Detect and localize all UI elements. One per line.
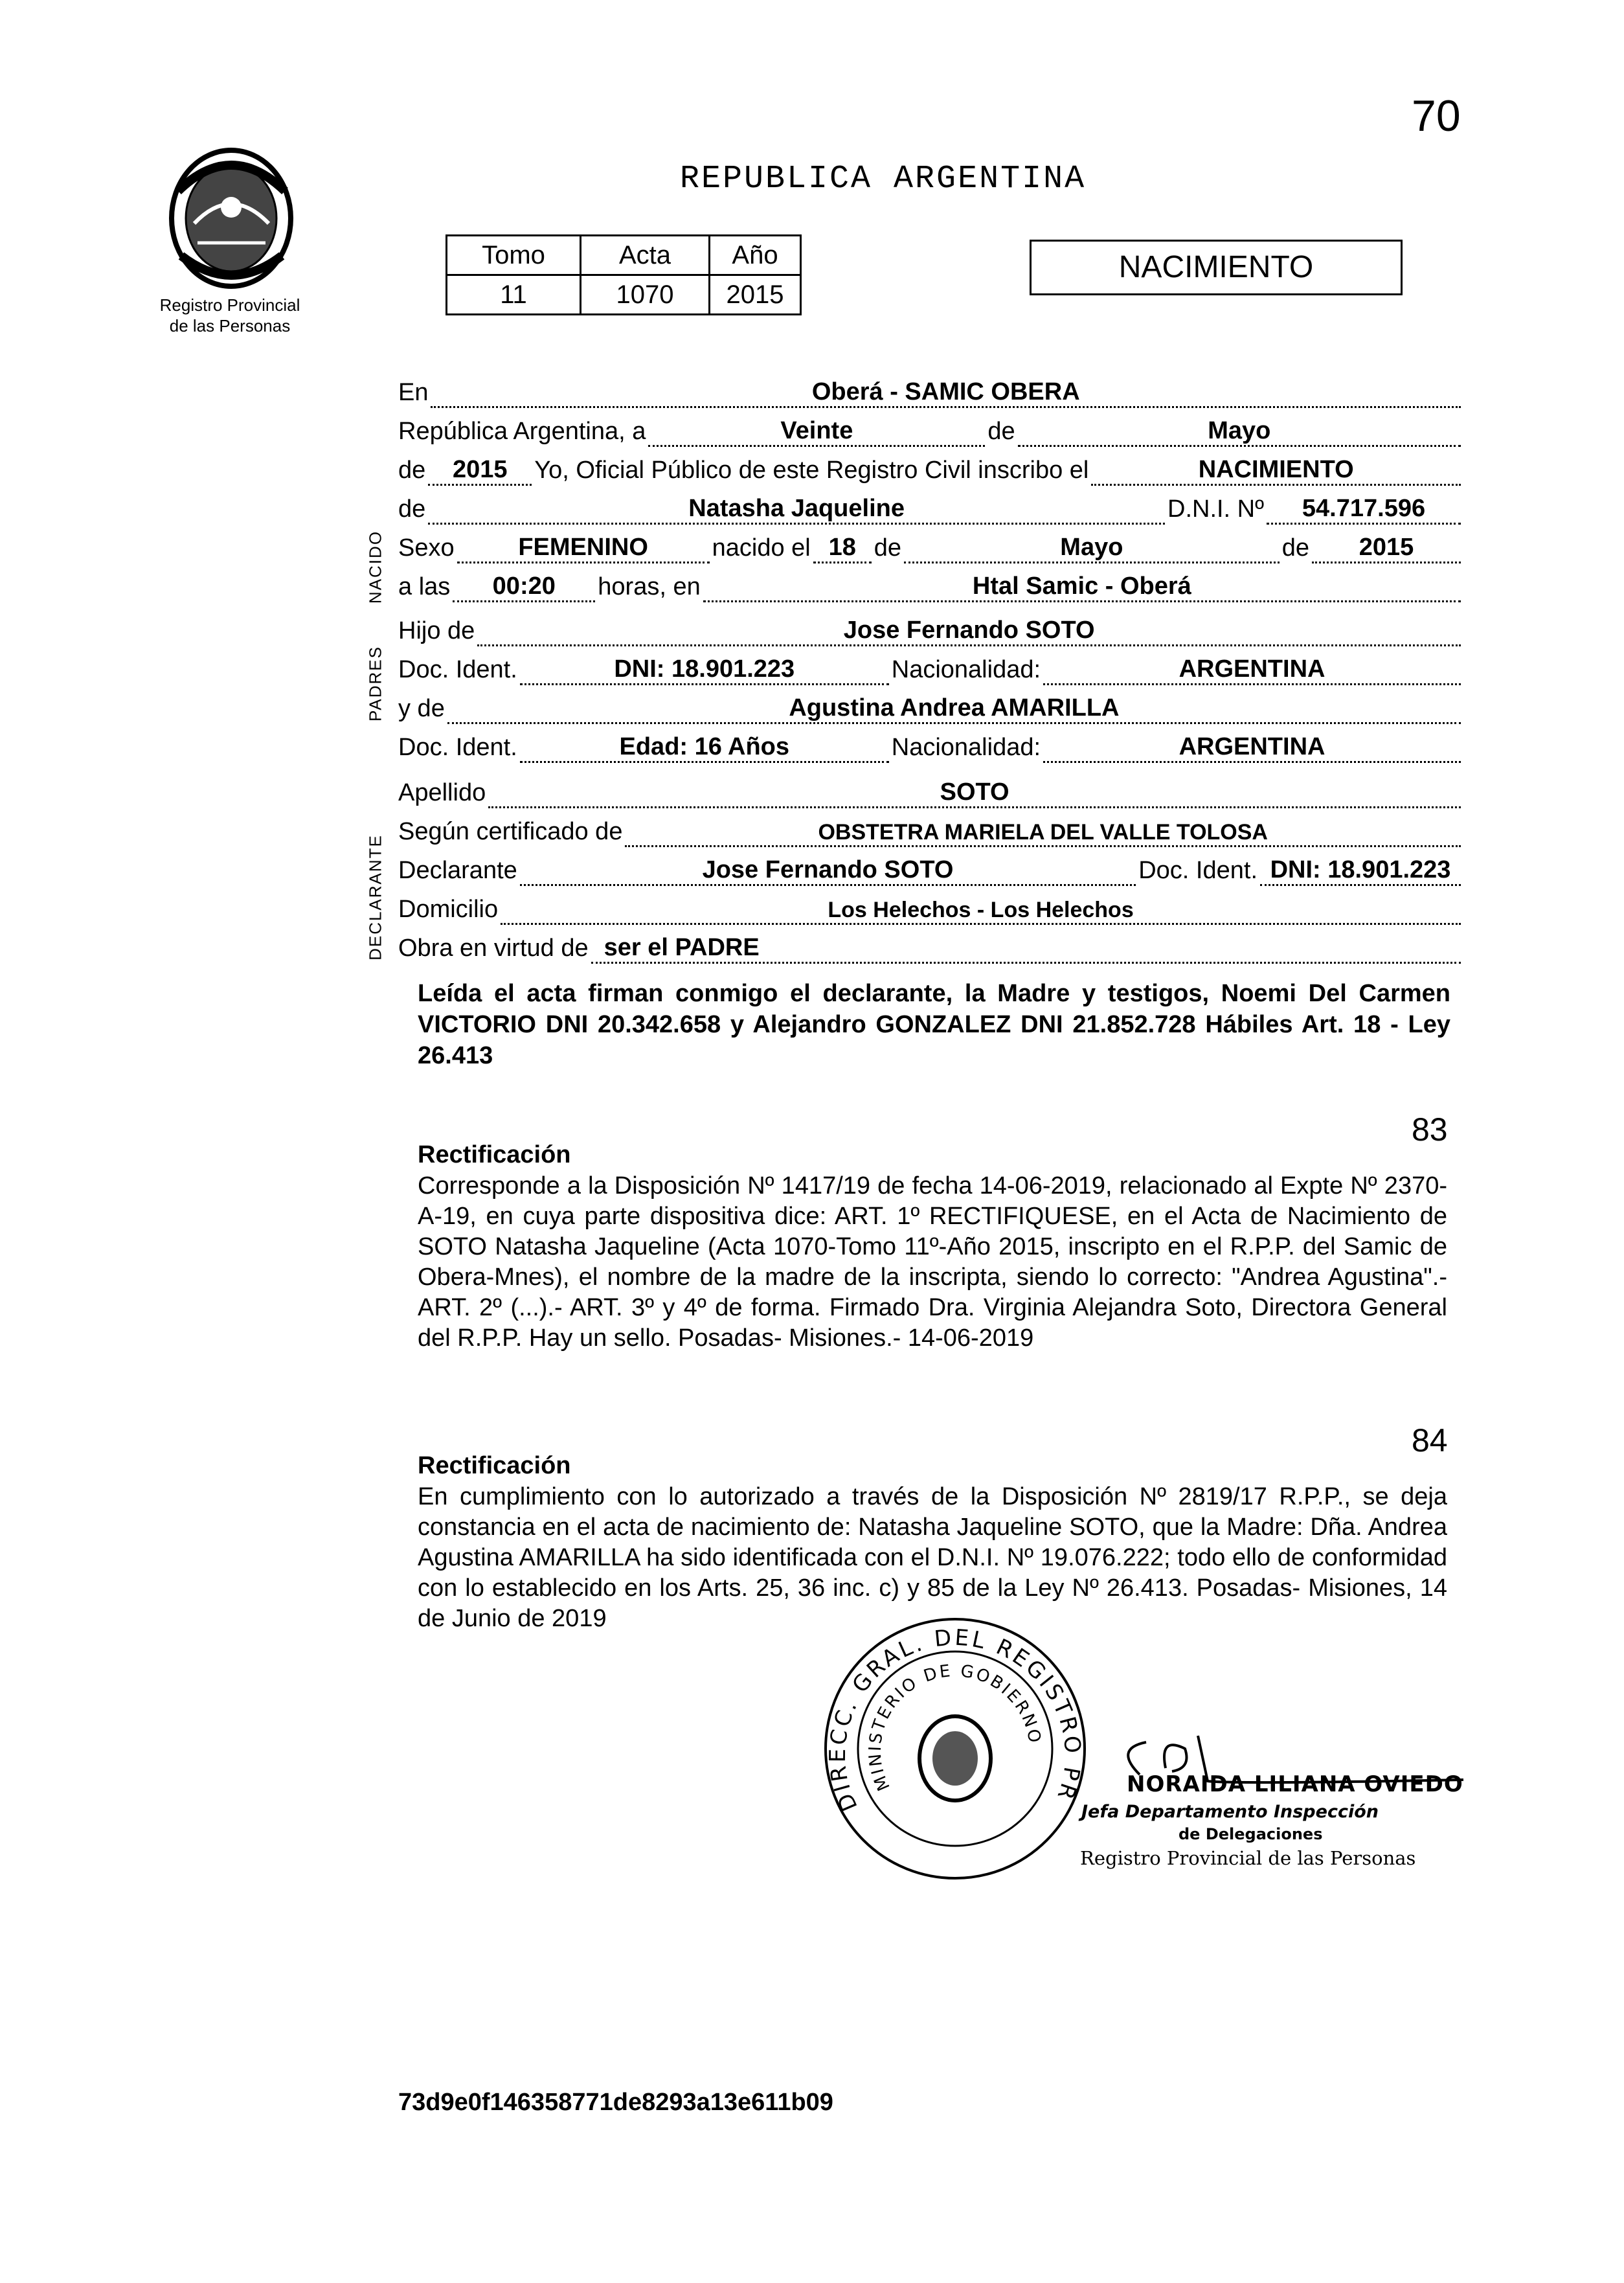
- act-type-box: NACIMIENTO: [1030, 240, 1403, 295]
- label-hijo: Hijo de: [398, 617, 475, 644]
- act-kind-value: NACIMIENTO: [1198, 456, 1354, 483]
- label-horas: horas, en: [598, 573, 701, 600]
- section-label-declarante: DECLARANTE: [365, 834, 385, 960]
- note-heading-83: Rectificación: [418, 1141, 571, 1168]
- father-doc-value: DNI: 18.901.223: [614, 655, 795, 683]
- row-sex-birth: [398, 525, 1463, 563]
- page-number: 70: [1412, 91, 1461, 141]
- label-doc: Doc. Ident.: [398, 656, 517, 683]
- birth-day-value: 18: [828, 534, 856, 561]
- row-father-doc: [398, 646, 1463, 685]
- birth-year-value: 2015: [1359, 534, 1414, 561]
- header-tomo: Tomo: [447, 236, 581, 275]
- label-de3: de: [398, 495, 426, 523]
- note-number-84: 84: [1412, 1422, 1448, 1459]
- dni-value: 54.717.596: [1302, 495, 1426, 522]
- year-value: 2015: [453, 456, 508, 483]
- mother-value: Agustina Andrea AMARILLA: [789, 694, 1120, 721]
- closing-statement: Leída el acta firman conmigo el declarante, la Madre y testigos, Noemi Del Carmen VICTORIO DNI 20.342.658 y Alejandro GONZALEZ DNI 21.852.728 Hábiles Art. 18 - Ley 26.413: [418, 980, 1450, 1069]
- mother-doc-value: Edad: 16 Años: [619, 733, 790, 760]
- label-segun: Según certificado de: [398, 818, 623, 845]
- section-label-nacido: NACIDO: [365, 530, 385, 604]
- label-en: En: [398, 379, 429, 406]
- label-nacionalidad2: Nacionalidad:: [891, 734, 1041, 761]
- label-dni: D.N.I. Nº: [1167, 495, 1264, 523]
- stamp-outer-text: DIRECC. GRAL. DEL REGISTRO PR: [824, 1624, 1086, 1815]
- row-date: [398, 408, 1463, 447]
- by-virtue-value: ser el PADRE: [603, 934, 760, 961]
- day-value: Veinte: [780, 417, 853, 444]
- note-text-84: En cumplimiento con lo autorizado a través de la Disposición Nº 2819/17 R.P.P., se deja constancia en el acta de nacimiento de: Natasha Jaqueline SOTO, que la Madre: Dña. Andrea Agustina AMARILLA ha sido identificada con el D.N.I. Nº 19.076.222; todo ello de conformidad con lo establecido en los Arts. 25, 36 inc. c) y 85 de la Ley Nº 26.413. Posadas- Misiones, 14 de Junio de 2019: [418, 1483, 1447, 1632]
- header-acta: Acta: [581, 236, 710, 275]
- declarant-value: Jose Fernando SOTO: [702, 856, 954, 883]
- province-emblem: [159, 146, 304, 291]
- row-certificate: [398, 808, 1463, 847]
- label-de5: de: [1281, 534, 1309, 562]
- signatory-title: Jefa Departamento Inspección: [1081, 1802, 1379, 1822]
- label-domicilio: Domicilio: [398, 896, 499, 923]
- birth-place-value: Htal Samic - Oberá: [972, 573, 1191, 600]
- row-declarant: [398, 847, 1463, 886]
- label-alas: a las: [398, 573, 451, 600]
- label-de2: de: [398, 457, 426, 484]
- label-obra: Obra en virtud de: [398, 935, 589, 962]
- stamp-inner-text: MINISTERIO DE GOBIERNO: [865, 1661, 1044, 1794]
- label-nacido: nacido el: [712, 534, 811, 562]
- signatory-registry: Registro Provincial de las Personas: [1080, 1847, 1416, 1869]
- place-value: Oberá - SAMIC OBERA: [811, 378, 1080, 405]
- row-surname: [398, 769, 1463, 808]
- country-title: REPUBLICA ARGENTINA: [680, 161, 1087, 198]
- time-value: 00:20: [492, 573, 556, 600]
- row-mother-doc: [398, 724, 1463, 763]
- birth-month-value: Mayo: [1060, 534, 1123, 561]
- tomo-value: 11: [447, 275, 581, 315]
- label-doc3: Doc. Ident.: [1138, 857, 1257, 884]
- name-value: Natasha Jaqueline: [688, 495, 905, 522]
- label-yde: y de: [398, 695, 445, 722]
- label-apellido: Apellido: [398, 779, 486, 806]
- label-republica: República Argentina, a: [398, 418, 646, 445]
- header-anio: Año: [710, 236, 801, 275]
- note-text-83: Corresponde a la Disposición Nº 1417/19 de fecha 14-06-2019, relacionado al Expte Nº 2370-A-19, en cuya parte dispositiva dice: ART. 1º RECTIFIQUESE, en el Acta de Nacimiento de SOTO Natasha Jaqueline (Acta 1070-Tomo 11º-Año 2015, inscripto en el R.P.P. del Samic de Obera-Mnes), el nombre de la madre de la inscripta, siendo lo correcto: "Andrea Agustina".- ART. 2º (...).- ART. 3º y 4º de forma. Firmado Dra. Virginia Alejandra Soto, Directora General del R.P.P. Hay un sello. Posadas- Misiones.- 14-06-2019: [418, 1172, 1447, 1352]
- document-hash: 73d9e0f146358771de8293a13e611b09: [398, 2089, 833, 2116]
- certificate-value: OBSTETRA MARIELA DEL VALLE TOLOSA: [818, 820, 1268, 845]
- father-nat-value: ARGENTINA: [1179, 655, 1325, 683]
- father-value: Jose Fernando SOTO: [843, 617, 1095, 644]
- declarant-doc-value: DNI: 18.901.223: [1270, 856, 1451, 883]
- official-stamp: [819, 1613, 1091, 1885]
- row-address: [398, 886, 1463, 925]
- address-value: Los Helechos - Los Helechos: [828, 898, 1134, 922]
- record-table: [445, 234, 802, 315]
- row-place: [398, 369, 1463, 408]
- surname-value: SOTO: [940, 778, 1009, 806]
- registry-line-2: de las Personas: [169, 316, 291, 335]
- label-yo: Yo, Oficial Público de este Registro Civil inscribo el: [534, 457, 1089, 484]
- acta-value: 1070: [581, 275, 710, 315]
- label-doc2: Doc. Ident.: [398, 734, 517, 761]
- label-de4: de: [874, 534, 902, 562]
- mother-nat-value: ARGENTINA: [1179, 733, 1325, 760]
- form-body: [398, 369, 1463, 964]
- label-sexo: Sexo: [398, 534, 455, 562]
- registry-name: [117, 295, 343, 336]
- signatory-name: NORAIDA LILIANA OVIEDO: [1127, 1771, 1463, 1797]
- row-year-kind: [398, 447, 1463, 486]
- sex-value: FEMENINO: [518, 534, 648, 561]
- row-name: [398, 486, 1463, 525]
- section-label-padres: PADRES: [365, 646, 385, 721]
- row-time-place: [398, 563, 1463, 602]
- label-declarante: Declarante: [398, 857, 517, 884]
- label-nacionalidad: Nacionalidad:: [891, 656, 1041, 683]
- row-father: [398, 608, 1463, 646]
- registry-line-1: Registro Provincial: [159, 295, 300, 315]
- month-value: Mayo: [1208, 417, 1271, 444]
- row-mother: [398, 685, 1463, 724]
- signatory-department: de Delegaciones: [1179, 1825, 1323, 1843]
- note-number-83: 83: [1412, 1111, 1448, 1148]
- anio-value: 2015: [710, 275, 801, 315]
- row-by-virtue: [398, 925, 1463, 964]
- note-heading-84: Rectificación: [418, 1452, 571, 1479]
- label-de: de: [987, 418, 1015, 445]
